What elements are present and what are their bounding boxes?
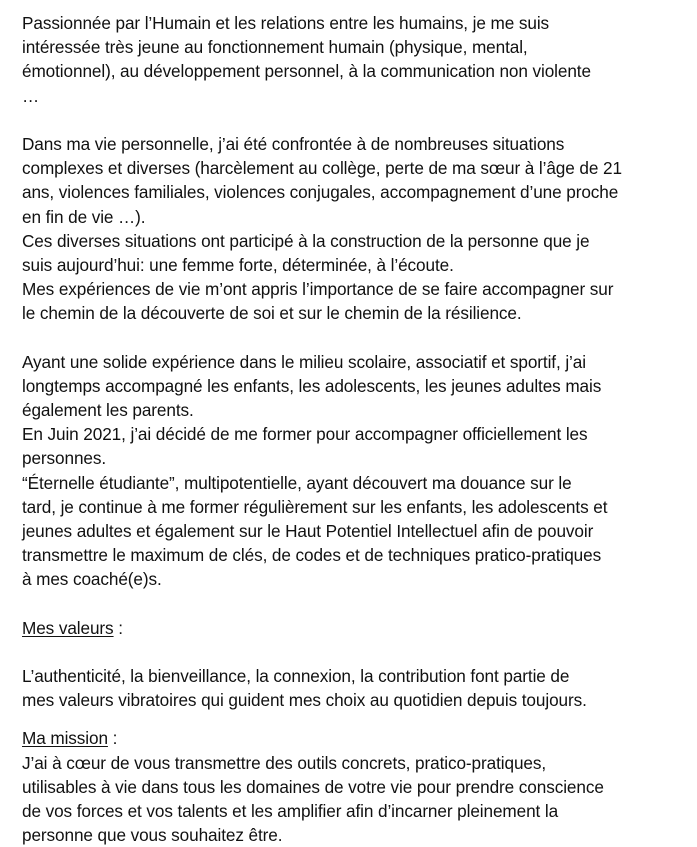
text-line: L’authenticité, la bienveillance, la connexion, la contribution font partie de [22,666,570,687]
experience-paragraph [22,350,690,592]
values-section [22,616,690,713]
text-line: de vos forces et vos talents et les amplifier afin d’incarner pleinement la [22,801,559,821]
text-line: le chemin de la découverte de soi et sur le chemin de la résilience. [22,303,522,324]
mission-heading [22,726,690,750]
text-line: intéressée très jeune au fonctionnement humain (physique, mental, [22,37,528,58]
text-line: ans, violences familiales, violences conjugales, accompagnement d’une proche [22,182,619,203]
text-line: tard, je continue à me former régulièrement sur les enfants, les adolescents et [22,496,608,517]
paragraph-spacer [22,592,690,616]
values-heading-colon: : [113,617,123,638]
text-line: En Juin 2021, j’ai décidé de me former pour accompagner officiellement les [22,424,588,445]
paragraph-spacer [22,640,690,664]
paragraph-spacer [22,108,690,132]
intro-paragraph [22,11,690,108]
values-heading [22,616,690,640]
text-line: longtemps accompagné les enfants, les adolescents, les jeunes adultes mais [22,375,602,396]
paragraph-spacer [22,325,690,349]
document-body [22,11,690,847]
text-line: utilisables à vie dans tous les domaines de votre vie pour prendre conscience [22,776,604,797]
text-line: complexes et diverses (harcèlement au collège, perte de ma sœur à l’âge de 21 [22,158,622,179]
text-line: Ayant une solide expérience dans le milieu scolaire, associatif et sportif, j’ai [22,351,586,372]
text-line: également les parents. [22,400,194,420]
text-line: personnes. [22,448,107,469]
text-line: suis aujourd’hui: une femme forte, déterminée, à l’écoute. [22,254,454,275]
mission-section [22,726,690,847]
text-line: émotionnel), au développement personnel, à la communication non violente [22,61,591,82]
text-line: Dans ma vie personnelle, j’ai été confrontée à de nombreuses situations [22,133,565,154]
text-line: Ces diverses situations ont participé à la construction de la personne que je [22,230,590,251]
mission-heading-colon: : [107,728,118,749]
text-line: personne que vous souhaitez être. [22,825,283,846]
text-line: mes valeurs vibratoires qui guident mes choix au quotidien depuis toujours. [22,690,587,711]
text-line: “Éternelle étudiante”, multipotentielle, ayant découvert ma douance sur le [22,472,572,493]
text-line: Passionnée par l’Humain et les relations entre les humains, je me suis [22,13,550,33]
text-line: jeunes adultes et également sur le Haut Potentiel Intellectuel afin de pouvoir [22,520,594,541]
text-line: transmettre le maximum de clés, de codes et de techniques pratico-pratiques [22,545,602,566]
text-line: à mes coaché(e)s. [22,569,162,590]
paragraph-spacer [22,712,690,726]
text-line: J’ai à cœur de vous transmettre des outils concrets, pratico-pratiques, [22,752,547,773]
text-line: Mes expériences de vie m’ont appris l’importance de se faire accompagner sur [22,279,614,300]
personal-life-paragraph [22,132,690,326]
text-line: en fin de vie …). [22,206,146,227]
text-line: … [22,85,40,106]
mission-heading-label: Ma mission [22,728,108,749]
values-heading-label: Mes valeurs [22,617,114,638]
